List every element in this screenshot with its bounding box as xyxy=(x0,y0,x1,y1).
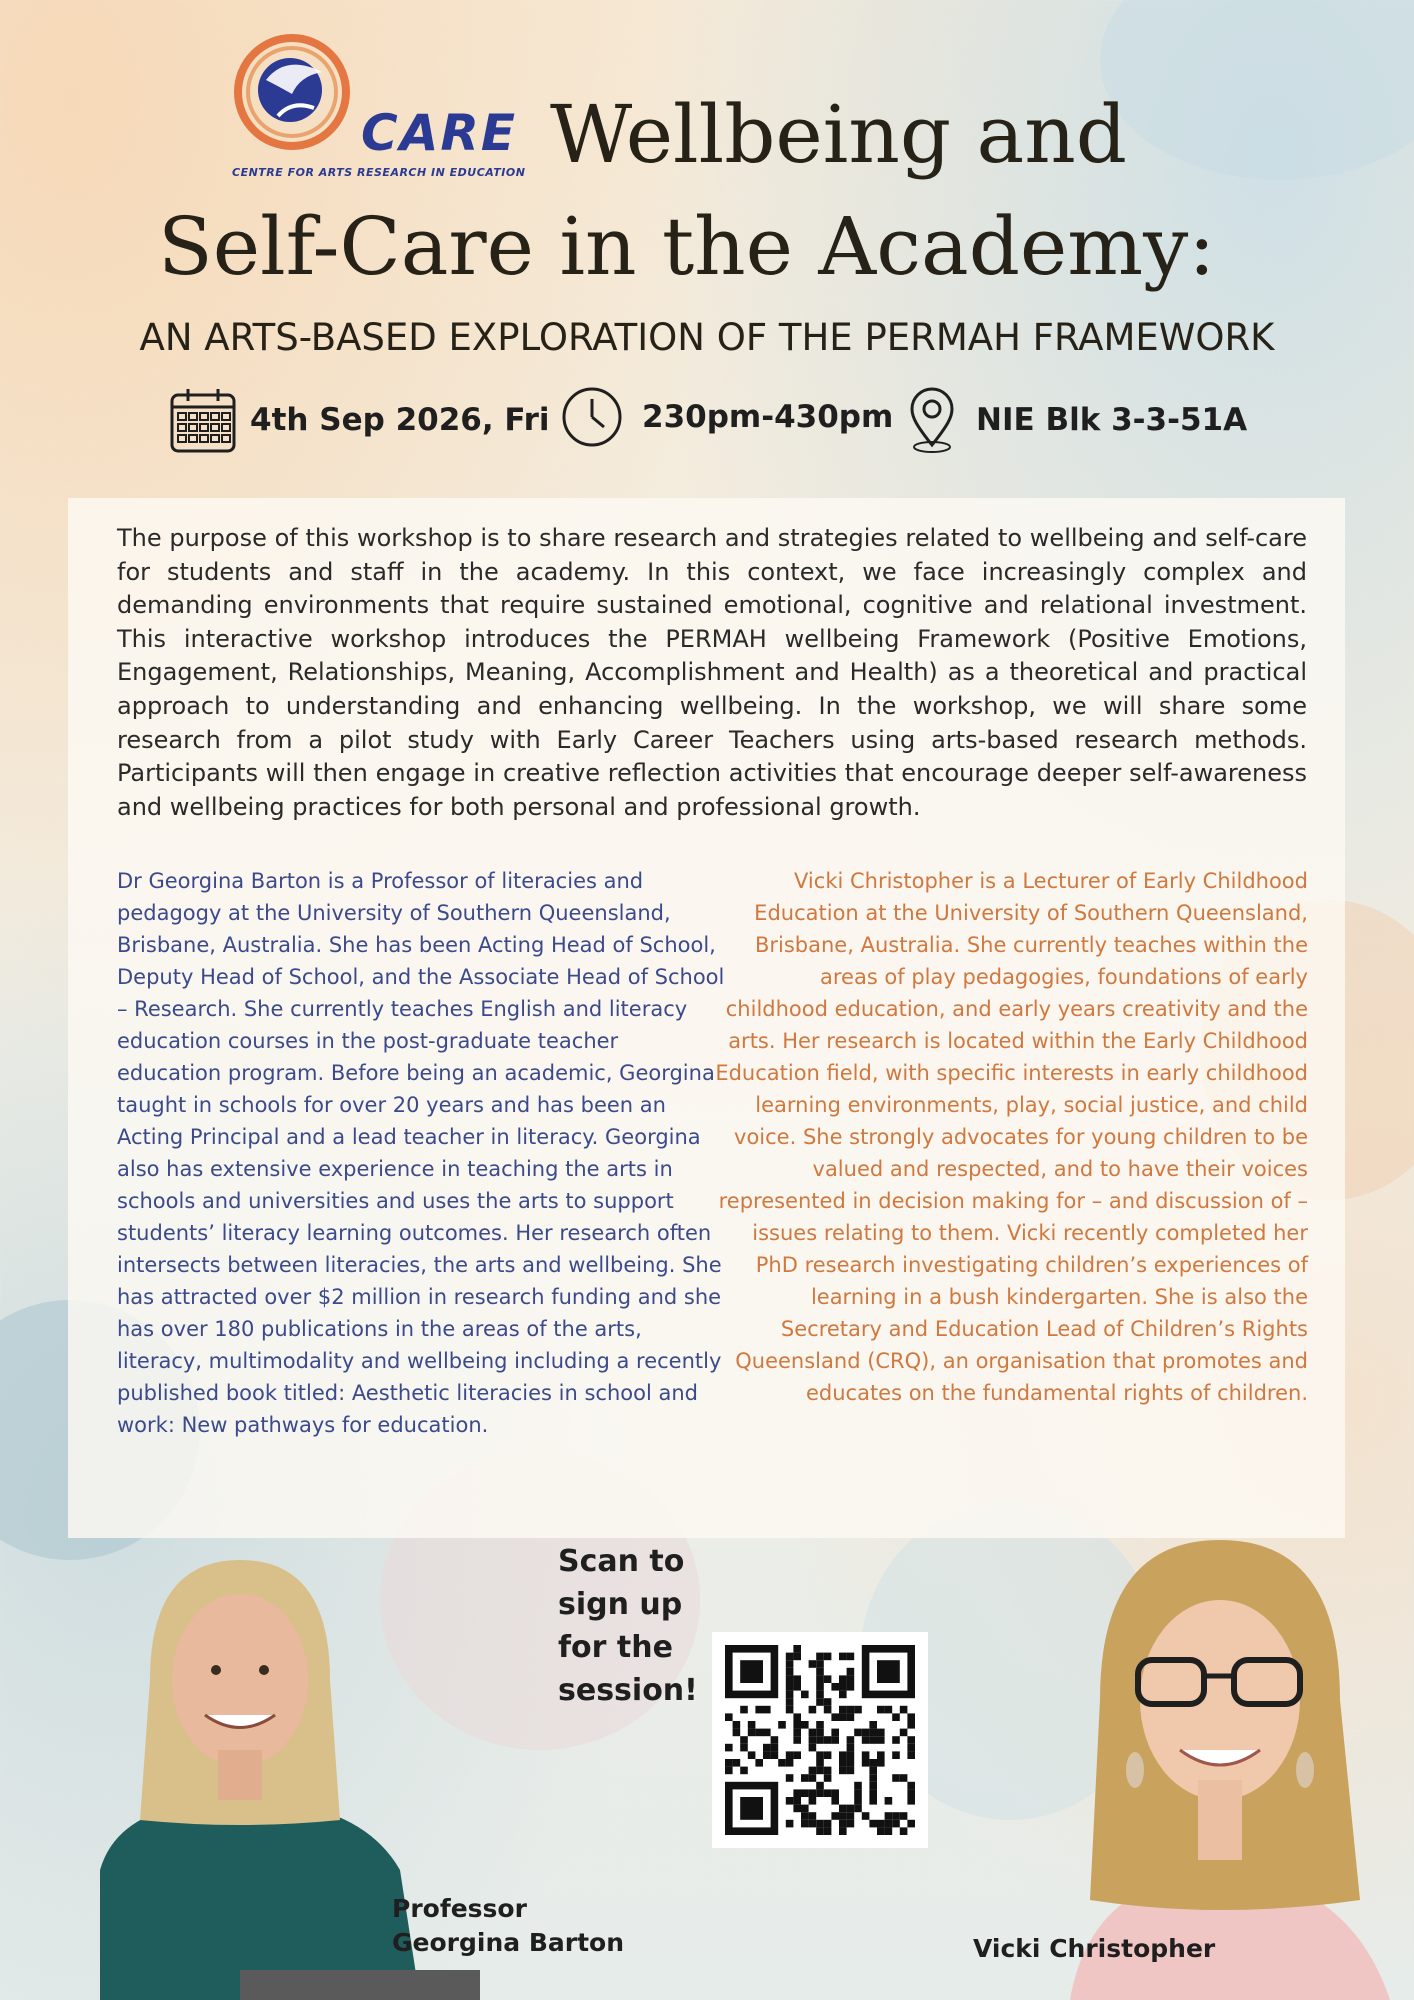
event-venue-text: NIE Blk 3-3-51A xyxy=(976,402,1248,438)
signup-line: sign up xyxy=(558,1587,683,1622)
speaker-photo-vicki-christopher xyxy=(1030,1500,1414,2000)
caption-title: Professor xyxy=(392,1894,527,1923)
page-subtitle: AN ARTS-BASED EXPLORATION OF THE PERMAH FRAMEWORK xyxy=(139,316,1275,359)
logo-subtitle: CENTRE FOR ARTS RESEARCH IN EDUCATION xyxy=(232,166,526,179)
event-time-text: 230pm-430pm xyxy=(642,399,894,435)
speaker-caption-vicki-christopher: Vicki Christopher xyxy=(973,1934,1216,1963)
location-pin-icon xyxy=(904,385,960,455)
event-time xyxy=(560,385,893,449)
calendar-icon xyxy=(168,385,238,455)
caption-name: Georgina Barton xyxy=(392,1928,624,1957)
logo-wordmark: CARE xyxy=(361,104,518,162)
signup-qr-code[interactable] xyxy=(712,1632,928,1848)
page-title-line2: Self-Care in the Academy: xyxy=(158,200,1216,293)
event-date xyxy=(168,385,550,455)
signup-line: session! xyxy=(558,1673,698,1708)
signup-line: for the xyxy=(558,1630,673,1665)
speaker-caption-georgina-barton xyxy=(392,1892,624,1960)
event-venue xyxy=(904,385,1247,455)
care-logo xyxy=(226,24,526,184)
signup-line: Scan to xyxy=(558,1544,685,1579)
speaker-bio-georgina-barton: Dr Georgina Barton is a Professor of literacies and pedagogy at the University of Southern Queensland, Brisbane, Australia. She has been Acting Head of School, Deputy Head of School, and the Associate Head of School – Research. She currently teaches English and literacy education courses in the post-graduate teacher education program. Before being an academic, Georgina taught in schools for over 20 years and has been an Acting Principal and a lead teacher in literacy. Georgina also has extensive experience in teaching the arts in schools and universities and uses the arts to support students’ literacy learning outcomes. Her research often intersects between literacies, the arts and wellbeing. She has attracted over $2 million in research funding and she has over 180 publications in the areas of the arts, literacy, multimodality and wellbeing including a recently published book titled: Aesthetic literacies in school and work: New pathways for education. xyxy=(117,869,725,1437)
qr-code-image[interactable] xyxy=(712,1632,928,1848)
event-date-text: 4th Sep 2026, Fri xyxy=(250,402,550,438)
speaker-bio-vicki-christopher: Vicki Christopher is a Lecturer of Early Childhood Education at the University of Southern Queensland, Brisbane, Australia. She currently teaches within the areas of play pedagogies, foundations of early childhood education, and early years creativity and the arts. Her research is located within the Early Childhood Education field, with specific interests in early childhood learning environments, play, social justice, and child voice. She strongly advocates for young children to be valued and respected, and to have their voices represented in decision making for – and discussion of – issues relating to them. Vicki recently completed her PhD research investigating children’s experiences of learning in a bush kindergarten. She is also the Secretary and Education Lead of Children’s Rights Queensland (CRQ), an organisation that promotes and educates on the fundamental rights of children. xyxy=(715,869,1308,1405)
workshop-description: The purpose of this workshop is to share research and strategies related to wellbeing and self-care for students and staff in the academy. In this context, we face increasingly complex and demanding environments that require sustained emotional, cognitive and relational investment. This interactive workshop introduces the PERMAH wellbeing Framework (Positive Emotions, Engagement, Relationships, Meaning, Accomplishment and Health) as a theoretical and practical approach to understanding and enhancing wellbeing. In the workshop, we will share some research from a pilot study with Early Career Teachers using arts-based research methods. Participants will then engage in creative reflection activities that encourage deeper self-awareness and wellbeing practices for both personal and professional growth. xyxy=(117,524,1307,821)
page-title-line1: Wellbeing and xyxy=(550,88,1127,181)
clock-icon xyxy=(560,385,624,449)
decorative-blob xyxy=(1100,0,1414,180)
care-logo-emblem xyxy=(226,24,366,164)
